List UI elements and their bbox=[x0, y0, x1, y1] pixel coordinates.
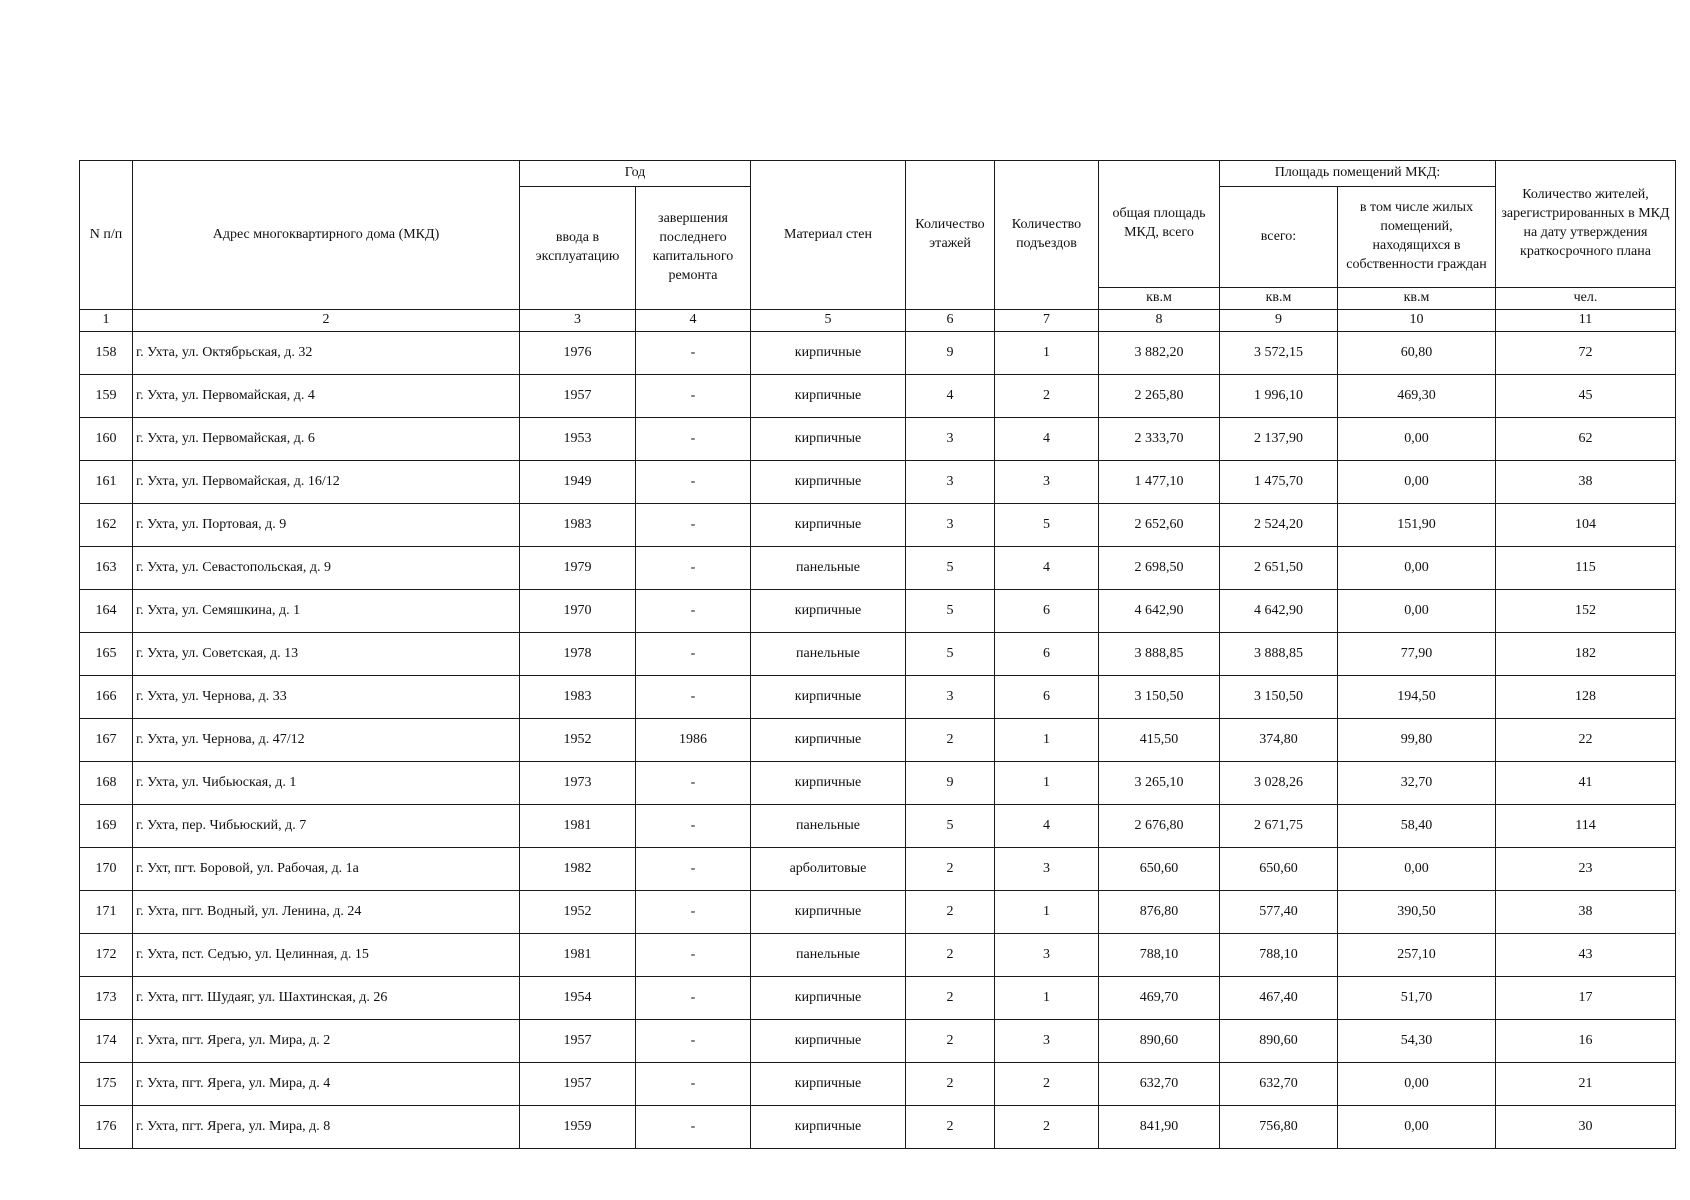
cell-premises-total: 756,80 bbox=[1220, 1106, 1338, 1149]
cell-residents: 38 bbox=[1496, 461, 1676, 504]
header-wall-material: Материал стен bbox=[751, 161, 906, 310]
cell-year-built: 1949 bbox=[520, 461, 636, 504]
cell-total-area: 632,70 bbox=[1099, 1063, 1220, 1106]
cell-floors: 3 bbox=[906, 418, 995, 461]
cell-year-repair: - bbox=[636, 547, 751, 590]
table-row bbox=[80, 719, 1676, 762]
table-row bbox=[80, 805, 1676, 848]
column-numbers-row bbox=[80, 310, 1676, 332]
cell-year-repair: - bbox=[636, 418, 751, 461]
cell-premises-total: 2 137,90 bbox=[1220, 418, 1338, 461]
cell-row-number: 164 bbox=[80, 590, 133, 633]
cell-residents: 17 bbox=[1496, 977, 1676, 1020]
cell-entrances: 3 bbox=[995, 461, 1099, 504]
cell-premises-citizens: 58,40 bbox=[1338, 805, 1496, 848]
cell-address: г. Ухта, пгт. Ярега, ул. Мира, д. 4 bbox=[133, 1063, 520, 1106]
cell-total-area: 2 676,80 bbox=[1099, 805, 1220, 848]
cell-premises-total: 788,10 bbox=[1220, 934, 1338, 977]
cell-wall-material: кирпичные bbox=[751, 418, 906, 461]
cell-row-number: 163 bbox=[80, 547, 133, 590]
header-year-last-repair: завершения последнего капитального ремонта bbox=[636, 187, 751, 310]
cell-floors: 3 bbox=[906, 676, 995, 719]
header-entrances: Количество подъездов bbox=[995, 161, 1099, 310]
table-row bbox=[80, 1063, 1676, 1106]
cell-wall-material: панельные bbox=[751, 934, 906, 977]
unit-residents: чел. bbox=[1496, 288, 1676, 310]
cell-total-area: 415,50 bbox=[1099, 719, 1220, 762]
cell-row-number: 169 bbox=[80, 805, 133, 848]
cell-entrances: 1 bbox=[995, 719, 1099, 762]
header-year-group: Год bbox=[520, 161, 751, 187]
cell-total-area: 469,70 bbox=[1099, 977, 1220, 1020]
cell-year-repair: - bbox=[636, 590, 751, 633]
cell-wall-material: кирпичные bbox=[751, 590, 906, 633]
cell-entrances: 3 bbox=[995, 1020, 1099, 1063]
unit-total-area: кв.м bbox=[1099, 288, 1220, 310]
cell-year-repair: - bbox=[636, 977, 751, 1020]
table-body bbox=[80, 161, 1676, 1149]
table-row bbox=[80, 375, 1676, 418]
cell-wall-material: кирпичные bbox=[751, 1020, 906, 1063]
cell-total-area: 650,60 bbox=[1099, 848, 1220, 891]
cell-residents: 16 bbox=[1496, 1020, 1676, 1063]
cell-year-built: 1978 bbox=[520, 633, 636, 676]
cell-year-repair: - bbox=[636, 848, 751, 891]
column-number: 1 bbox=[80, 310, 133, 332]
cell-year-repair: - bbox=[636, 762, 751, 805]
cell-total-area: 876,80 bbox=[1099, 891, 1220, 934]
cell-residents: 115 bbox=[1496, 547, 1676, 590]
header-num: N п/п bbox=[80, 161, 133, 310]
cell-row-number: 170 bbox=[80, 848, 133, 891]
cell-floors: 2 bbox=[906, 1106, 995, 1149]
table-row bbox=[80, 977, 1676, 1020]
cell-wall-material: кирпичные bbox=[751, 375, 906, 418]
cell-row-number: 160 bbox=[80, 418, 133, 461]
cell-premises-citizens: 32,70 bbox=[1338, 762, 1496, 805]
housing-table bbox=[79, 160, 1676, 1149]
cell-row-number: 168 bbox=[80, 762, 133, 805]
cell-premises-total: 3 572,15 bbox=[1220, 332, 1338, 375]
cell-floors: 5 bbox=[906, 633, 995, 676]
cell-premises-citizens: 0,00 bbox=[1338, 461, 1496, 504]
column-number: 5 bbox=[751, 310, 906, 332]
cell-year-built: 1959 bbox=[520, 1106, 636, 1149]
cell-premises-citizens: 469,30 bbox=[1338, 375, 1496, 418]
column-number: 9 bbox=[1220, 310, 1338, 332]
cell-address: г. Ухт, пгт. Боровой, ул. Рабочая, д. 1а bbox=[133, 848, 520, 891]
cell-residents: 41 bbox=[1496, 762, 1676, 805]
cell-entrances: 4 bbox=[995, 805, 1099, 848]
column-number: 8 bbox=[1099, 310, 1220, 332]
cell-total-area: 1 477,10 bbox=[1099, 461, 1220, 504]
cell-year-built: 1976 bbox=[520, 332, 636, 375]
cell-premises-citizens: 0,00 bbox=[1338, 418, 1496, 461]
cell-entrances: 1 bbox=[995, 891, 1099, 934]
cell-residents: 21 bbox=[1496, 1063, 1676, 1106]
table-row bbox=[80, 934, 1676, 977]
cell-premises-citizens: 0,00 bbox=[1338, 1063, 1496, 1106]
cell-floors: 2 bbox=[906, 891, 995, 934]
cell-floors: 5 bbox=[906, 547, 995, 590]
cell-row-number: 167 bbox=[80, 719, 133, 762]
cell-address: г. Ухта, пгт. Ярега, ул. Мира, д. 8 bbox=[133, 1106, 520, 1149]
cell-wall-material: кирпичные bbox=[751, 762, 906, 805]
cell-wall-material: арболитовые bbox=[751, 848, 906, 891]
cell-wall-material: панельные bbox=[751, 547, 906, 590]
cell-total-area: 2 652,60 bbox=[1099, 504, 1220, 547]
cell-year-repair: - bbox=[636, 1063, 751, 1106]
table-row bbox=[80, 504, 1676, 547]
cell-wall-material: кирпичные bbox=[751, 977, 906, 1020]
cell-wall-material: кирпичные bbox=[751, 1106, 906, 1149]
cell-premises-citizens: 99,80 bbox=[1338, 719, 1496, 762]
cell-address: г. Ухта, пер. Чибьюский, д. 7 bbox=[133, 805, 520, 848]
cell-year-repair: - bbox=[636, 461, 751, 504]
cell-address: г. Ухта, ул. Советская, д. 13 bbox=[133, 633, 520, 676]
cell-residents: 38 bbox=[1496, 891, 1676, 934]
cell-year-built: 1979 bbox=[520, 547, 636, 590]
cell-entrances: 5 bbox=[995, 504, 1099, 547]
cell-premises-citizens: 0,00 bbox=[1338, 547, 1496, 590]
cell-premises-total: 890,60 bbox=[1220, 1020, 1338, 1063]
cell-entrances: 1 bbox=[995, 332, 1099, 375]
cell-premises-total: 632,70 bbox=[1220, 1063, 1338, 1106]
column-number: 6 bbox=[906, 310, 995, 332]
cell-residents: 30 bbox=[1496, 1106, 1676, 1149]
header-total-area: общая площадь МКД, всего bbox=[1099, 161, 1220, 288]
cell-premises-total: 467,40 bbox=[1220, 977, 1338, 1020]
cell-premises-total: 1 996,10 bbox=[1220, 375, 1338, 418]
cell-premises-total: 3 888,85 bbox=[1220, 633, 1338, 676]
cell-year-built: 1981 bbox=[520, 805, 636, 848]
cell-premises-total: 2 671,75 bbox=[1220, 805, 1338, 848]
cell-year-built: 1952 bbox=[520, 719, 636, 762]
cell-residents: 43 bbox=[1496, 934, 1676, 977]
cell-premises-citizens: 54,30 bbox=[1338, 1020, 1496, 1063]
cell-year-repair: - bbox=[636, 375, 751, 418]
cell-address: г. Ухта, ул. Чернова, д. 47/12 bbox=[133, 719, 520, 762]
table-row bbox=[80, 332, 1676, 375]
cell-premises-citizens: 0,00 bbox=[1338, 1106, 1496, 1149]
cell-entrances: 1 bbox=[995, 762, 1099, 805]
cell-residents: 62 bbox=[1496, 418, 1676, 461]
cell-row-number: 175 bbox=[80, 1063, 133, 1106]
cell-entrances: 2 bbox=[995, 1106, 1099, 1149]
cell-floors: 2 bbox=[906, 1020, 995, 1063]
cell-floors: 2 bbox=[906, 719, 995, 762]
cell-address: г. Ухта, пгт. Шудаяг, ул. Шахтинская, д. 26 bbox=[133, 977, 520, 1020]
cell-floors: 4 bbox=[906, 375, 995, 418]
cell-address: г. Ухта, ул. Первомайская, д. 6 bbox=[133, 418, 520, 461]
cell-address: г. Ухта, ул. Октябрьская, д. 32 bbox=[133, 332, 520, 375]
cell-row-number: 176 bbox=[80, 1106, 133, 1149]
cell-address: г. Ухта, пст. Седъю, ул. Целинная, д. 15 bbox=[133, 934, 520, 977]
cell-premises-total: 650,60 bbox=[1220, 848, 1338, 891]
cell-address: г. Ухта, ул. Семяшкина, д. 1 bbox=[133, 590, 520, 633]
cell-premises-citizens: 390,50 bbox=[1338, 891, 1496, 934]
cell-row-number: 161 bbox=[80, 461, 133, 504]
cell-residents: 45 bbox=[1496, 375, 1676, 418]
cell-year-built: 1983 bbox=[520, 504, 636, 547]
table-row bbox=[80, 891, 1676, 934]
cell-entrances: 6 bbox=[995, 676, 1099, 719]
column-number: 7 bbox=[995, 310, 1099, 332]
cell-floors: 5 bbox=[906, 805, 995, 848]
cell-row-number: 166 bbox=[80, 676, 133, 719]
cell-total-area: 3 882,20 bbox=[1099, 332, 1220, 375]
cell-premises-citizens: 151,90 bbox=[1338, 504, 1496, 547]
unit-premises-total: кв.м bbox=[1220, 288, 1338, 310]
cell-total-area: 890,60 bbox=[1099, 1020, 1220, 1063]
cell-address: г. Ухта, ул. Чибьюская, д. 1 bbox=[133, 762, 520, 805]
cell-year-repair: - bbox=[636, 934, 751, 977]
cell-residents: 72 bbox=[1496, 332, 1676, 375]
cell-address: г. Ухта, ул. Севастопольская, д. 9 bbox=[133, 547, 520, 590]
table-row bbox=[80, 1106, 1676, 1149]
table-row bbox=[80, 762, 1676, 805]
cell-premises-total: 1 475,70 bbox=[1220, 461, 1338, 504]
cell-year-repair: - bbox=[636, 332, 751, 375]
cell-total-area: 841,90 bbox=[1099, 1106, 1220, 1149]
cell-total-area: 3 265,10 bbox=[1099, 762, 1220, 805]
table-row bbox=[80, 848, 1676, 891]
cell-premises-total: 577,40 bbox=[1220, 891, 1338, 934]
header-premises-total: всего: bbox=[1220, 187, 1338, 288]
cell-year-repair: - bbox=[636, 1106, 751, 1149]
cell-total-area: 3 150,50 bbox=[1099, 676, 1220, 719]
cell-wall-material: панельные bbox=[751, 805, 906, 848]
cell-premises-citizens: 0,00 bbox=[1338, 848, 1496, 891]
cell-address: г. Ухта, пгт. Ярега, ул. Мира, д. 2 bbox=[133, 1020, 520, 1063]
cell-year-built: 1954 bbox=[520, 977, 636, 1020]
column-number: 11 bbox=[1496, 310, 1676, 332]
cell-floors: 2 bbox=[906, 1063, 995, 1106]
cell-wall-material: кирпичные bbox=[751, 332, 906, 375]
cell-premises-citizens: 0,00 bbox=[1338, 590, 1496, 633]
header-residents: Количество жителей, зарегистрированных в МКД на дату утверждения краткосрочного плана bbox=[1496, 161, 1676, 288]
cell-entrances: 6 bbox=[995, 633, 1099, 676]
cell-premises-citizens: 60,80 bbox=[1338, 332, 1496, 375]
table-row bbox=[80, 418, 1676, 461]
cell-address: г. Ухта, ул. Портовая, д. 9 bbox=[133, 504, 520, 547]
header-premises-citizens: в том числе жилых помещений, находящихся в собственности граждан bbox=[1338, 187, 1496, 288]
cell-floors: 9 bbox=[906, 762, 995, 805]
cell-year-repair: - bbox=[636, 1020, 751, 1063]
table-row bbox=[80, 1020, 1676, 1063]
header-floors: Количество этажей bbox=[906, 161, 995, 310]
table-row bbox=[80, 547, 1676, 590]
cell-residents: 152 bbox=[1496, 590, 1676, 633]
cell-floors: 5 bbox=[906, 590, 995, 633]
header-address: Адрес многоквартирного дома (МКД) bbox=[133, 161, 520, 310]
header-row-top bbox=[80, 161, 1676, 187]
cell-year-repair: - bbox=[636, 805, 751, 848]
cell-residents: 182 bbox=[1496, 633, 1676, 676]
cell-year-repair: - bbox=[636, 633, 751, 676]
cell-year-built: 1957 bbox=[520, 1063, 636, 1106]
cell-premises-citizens: 51,70 bbox=[1338, 977, 1496, 1020]
cell-wall-material: панельные bbox=[751, 633, 906, 676]
cell-premises-citizens: 77,90 bbox=[1338, 633, 1496, 676]
cell-total-area: 2 698,50 bbox=[1099, 547, 1220, 590]
cell-total-area: 3 888,85 bbox=[1099, 633, 1220, 676]
cell-entrances: 6 bbox=[995, 590, 1099, 633]
cell-total-area: 4 642,90 bbox=[1099, 590, 1220, 633]
table-row bbox=[80, 633, 1676, 676]
table-row bbox=[80, 676, 1676, 719]
cell-year-built: 1983 bbox=[520, 676, 636, 719]
cell-year-repair: - bbox=[636, 891, 751, 934]
cell-premises-total: 2 524,20 bbox=[1220, 504, 1338, 547]
cell-residents: 23 bbox=[1496, 848, 1676, 891]
cell-row-number: 158 bbox=[80, 332, 133, 375]
cell-wall-material: кирпичные bbox=[751, 461, 906, 504]
cell-row-number: 165 bbox=[80, 633, 133, 676]
column-number: 4 bbox=[636, 310, 751, 332]
cell-floors: 2 bbox=[906, 977, 995, 1020]
cell-total-area: 788,10 bbox=[1099, 934, 1220, 977]
cell-address: г. Ухта, пгт. Водный, ул. Ленина, д. 24 bbox=[133, 891, 520, 934]
cell-year-built: 1953 bbox=[520, 418, 636, 461]
cell-year-built: 1973 bbox=[520, 762, 636, 805]
cell-year-built: 1952 bbox=[520, 891, 636, 934]
cell-row-number: 162 bbox=[80, 504, 133, 547]
cell-row-number: 159 bbox=[80, 375, 133, 418]
cell-row-number: 174 bbox=[80, 1020, 133, 1063]
cell-row-number: 172 bbox=[80, 934, 133, 977]
cell-wall-material: кирпичные bbox=[751, 676, 906, 719]
column-number: 2 bbox=[133, 310, 520, 332]
cell-year-built: 1970 bbox=[520, 590, 636, 633]
cell-residents: 128 bbox=[1496, 676, 1676, 719]
cell-entrances: 3 bbox=[995, 934, 1099, 977]
cell-year-built: 1981 bbox=[520, 934, 636, 977]
cell-year-repair: - bbox=[636, 676, 751, 719]
cell-floors: 9 bbox=[906, 332, 995, 375]
cell-floors: 2 bbox=[906, 848, 995, 891]
cell-premises-citizens: 257,10 bbox=[1338, 934, 1496, 977]
cell-premises-total: 2 651,50 bbox=[1220, 547, 1338, 590]
cell-total-area: 2 333,70 bbox=[1099, 418, 1220, 461]
unit-premises-citizens: кв.м bbox=[1338, 288, 1496, 310]
cell-entrances: 3 bbox=[995, 848, 1099, 891]
cell-premises-total: 374,80 bbox=[1220, 719, 1338, 762]
cell-premises-total: 3 028,26 bbox=[1220, 762, 1338, 805]
cell-address: г. Ухта, ул. Первомайская, д. 16/12 bbox=[133, 461, 520, 504]
cell-row-number: 171 bbox=[80, 891, 133, 934]
cell-residents: 104 bbox=[1496, 504, 1676, 547]
cell-entrances: 1 bbox=[995, 977, 1099, 1020]
cell-residents: 114 bbox=[1496, 805, 1676, 848]
column-number: 3 bbox=[520, 310, 636, 332]
table-row bbox=[80, 590, 1676, 633]
cell-total-area: 2 265,80 bbox=[1099, 375, 1220, 418]
cell-entrances: 2 bbox=[995, 1063, 1099, 1106]
cell-address: г. Ухта, ул. Первомайская, д. 4 bbox=[133, 375, 520, 418]
column-number: 10 bbox=[1338, 310, 1496, 332]
cell-wall-material: кирпичные bbox=[751, 504, 906, 547]
cell-residents: 22 bbox=[1496, 719, 1676, 762]
cell-year-built: 1982 bbox=[520, 848, 636, 891]
cell-wall-material: кирпичные bbox=[751, 1063, 906, 1106]
cell-floors: 3 bbox=[906, 504, 995, 547]
cell-entrances: 4 bbox=[995, 547, 1099, 590]
cell-floors: 2 bbox=[906, 934, 995, 977]
cell-wall-material: кирпичные bbox=[751, 719, 906, 762]
cell-entrances: 4 bbox=[995, 418, 1099, 461]
table-row bbox=[80, 461, 1676, 504]
cell-premises-total: 3 150,50 bbox=[1220, 676, 1338, 719]
cell-premises-total: 4 642,90 bbox=[1220, 590, 1338, 633]
header-year-commission: ввода в эксплуатацию bbox=[520, 187, 636, 310]
cell-premises-citizens: 194,50 bbox=[1338, 676, 1496, 719]
header-premises-group: Площадь помещений МКД: bbox=[1220, 161, 1496, 187]
cell-wall-material: кирпичные bbox=[751, 891, 906, 934]
cell-floors: 3 bbox=[906, 461, 995, 504]
cell-year-built: 1957 bbox=[520, 1020, 636, 1063]
cell-entrances: 2 bbox=[995, 375, 1099, 418]
cell-year-repair: - bbox=[636, 504, 751, 547]
cell-year-built: 1957 bbox=[520, 375, 636, 418]
cell-address: г. Ухта, ул. Чернова, д. 33 bbox=[133, 676, 520, 719]
cell-row-number: 173 bbox=[80, 977, 133, 1020]
cell-year-repair: 1986 bbox=[636, 719, 751, 762]
